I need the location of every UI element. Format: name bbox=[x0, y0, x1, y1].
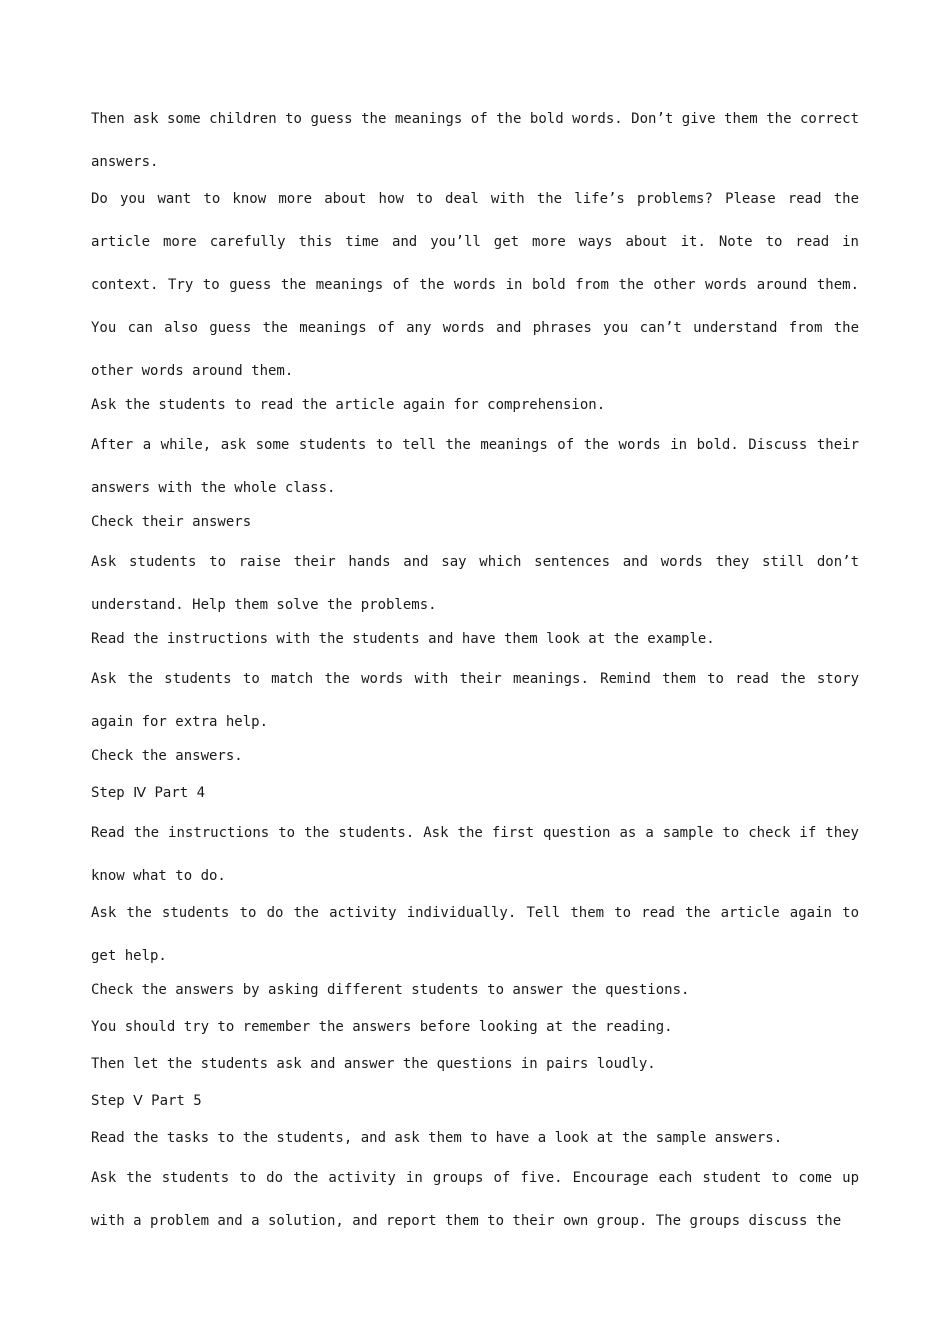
paragraph: Check the answers by asking different students to answer the questions. bbox=[91, 982, 690, 998]
paragraph: Ask the students to do the activity individually. Tell them to read the article again to get help. bbox=[91, 905, 859, 964]
document-body bbox=[91, 98, 859, 1237]
paragraph: Ask students to raise their hands and say which sentences and words they still don’t understand. Help them solve the problems. bbox=[91, 554, 859, 613]
paragraph: Ask the students to read the article again for comprehension. bbox=[91, 397, 606, 413]
step-heading: Step Ⅴ Part 5 bbox=[91, 1093, 202, 1109]
paragraph: Then let the students ask and answer the questions in pairs loudly. bbox=[91, 1056, 656, 1072]
paragraph: Ask the students to do the activity in groups of five. Encourage each student to come up with a problem and a solution, and report them to their own group. The groups discuss the bbox=[91, 1170, 859, 1229]
paragraph: Then ask some children to guess the meanings of the bold words. Don’t give them the correct answers. bbox=[91, 111, 859, 170]
paragraph: Read the instructions with the students and have them look at the example. bbox=[91, 631, 715, 647]
paragraph: Check their answers bbox=[91, 514, 252, 530]
paragraph: Check the answers. bbox=[91, 748, 243, 764]
paragraph: Read the tasks to the students, and ask them to have a look at the sample answers. bbox=[91, 1130, 783, 1146]
paragraph: You should try to remember the answers before looking at the reading. bbox=[91, 1019, 673, 1035]
paragraph: Do you want to know more about how to deal with the life’s problems? Please read the article more carefully this time and you’ll get more ways about it. Note to read in context. Try to guess the meanings of the words in bold from the other words around them. You can also guess the meanings of any words and phrases you can’t understand from the other words around them. bbox=[91, 191, 859, 379]
paragraph: After a while, ask some students to tell the meanings of the words in bold. Discuss their answers with the whole class. bbox=[91, 437, 859, 496]
paragraph: Ask the students to match the words with their meanings. Remind them to read the story again for extra help. bbox=[91, 671, 859, 730]
paragraph: Read the instructions to the students. Ask the first question as a sample to check if they know what to do. bbox=[91, 825, 859, 884]
step-heading: Step Ⅳ Part 4 bbox=[91, 785, 206, 801]
